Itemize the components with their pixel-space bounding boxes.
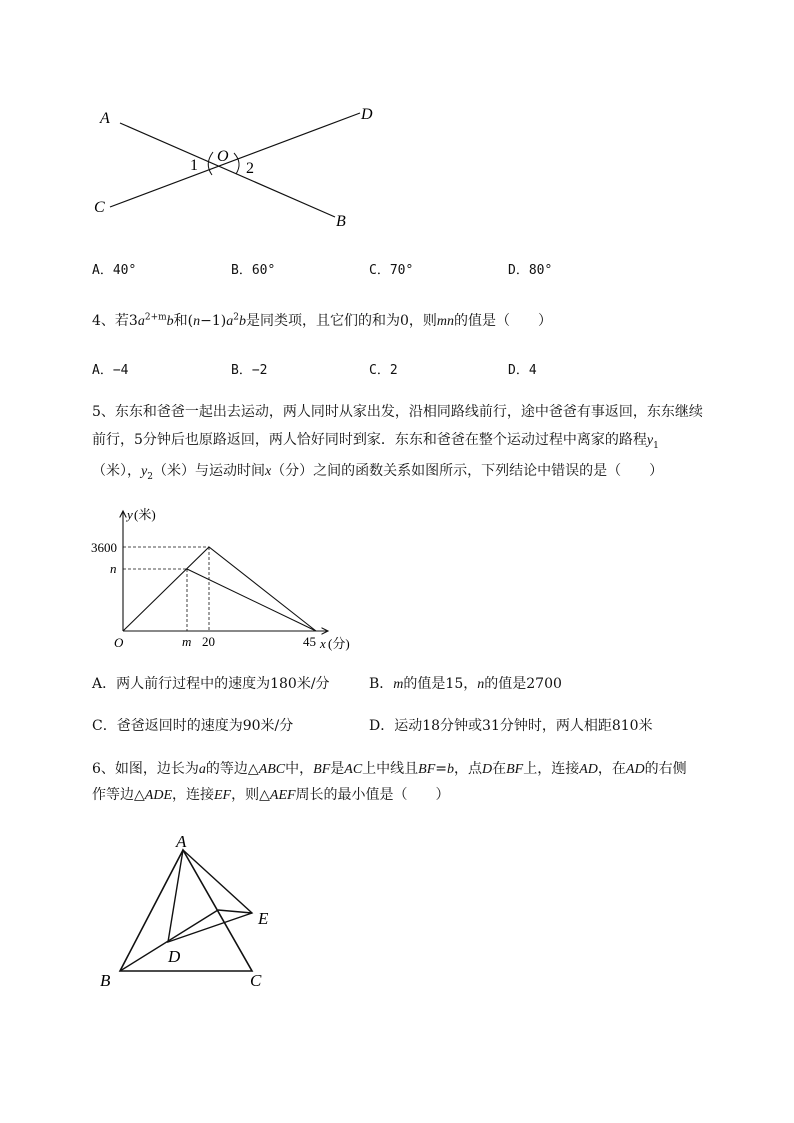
q5-line-3-a: （米）， [92,463,141,479]
q3-option-a: A．40° [92,263,137,278]
triangle-abc [120,850,252,971]
tick-m: m [182,634,192,649]
q6-p7: ，点 [454,761,482,777]
q4-option-a: A．−4 [92,363,129,378]
q5-y1-sub: 1 [653,440,659,451]
q3-option-d: D．80° [508,263,553,278]
x-axis-unit: (分) [328,636,350,651]
q4-option-b: B．−2 [231,363,268,378]
q6-bf-3: BF [506,762,524,777]
q6-ac: AC [344,762,363,777]
q5-option-a: A．两人前行过程中的速度为180米/分 [92,676,330,692]
label-c-q6: C [250,971,262,990]
q5-option-b-m: m [393,677,404,692]
y-axis-label [125,507,133,522]
q4-term2-exp: 2 [233,312,239,323]
q4-and: 和 [173,313,188,329]
q6-line-2-p3: ，则△ [231,787,270,803]
segment-ef [218,910,252,913]
tick-n: n [110,561,117,576]
q4-term1-b: b [166,314,174,329]
label-e-q6: E [258,909,269,928]
q5-option-b [369,674,562,695]
q5-y1: y [646,433,654,448]
q4-stem [92,311,552,332]
tick-45: 45 [303,634,316,649]
q6-line-1 [92,759,687,780]
q5-y2: y [141,464,148,479]
q5-y2-sub: 2 [147,471,153,482]
tick-20: 20 [202,634,215,649]
q4-option-c: C．2 [369,363,398,378]
q6-abc: ABC [258,762,286,777]
q5-x-var: x [264,464,272,479]
q3-option-b: B．60° [231,263,276,278]
label-angle-2: 2 [246,160,254,177]
q5-line-3-c: （分）之间的函数关系如图所示，下列结论中错误的是（ ） [271,463,664,479]
q6-p10: ，在 [597,761,626,777]
line-ab [120,123,335,217]
figure-distance-time-graph [88,503,368,658]
q5-option-b-n: n [477,677,485,692]
q4-term1-coef: 3 [128,313,138,329]
q5-line-3-b: （米）与运动时间 [152,463,265,479]
origin-label: O [114,635,124,650]
label-o: O [217,148,229,165]
label-angle-1: 1 [190,157,198,174]
y-axis-var: y [127,507,133,522]
y-axis-unit-text: (米) [134,507,156,522]
q6-line-2-p4: 周长的最小值是（ ） [295,787,450,803]
q5-line-1: 5、东东和爸爸一起出去运动，两人同时从家出发，沿相同路线前行，途中爸爸有事返回，东东继续 [92,404,703,420]
q6-line-2-p2: ，连接 [172,787,214,803]
q4-option-d: D．4 [508,363,537,378]
q6-p2: 的等边△ [205,761,259,777]
q6-p8: 在 [492,761,507,777]
q5-option-b-prefix: B． [369,676,394,692]
line-dongdong [123,547,316,631]
q6-aef: AEF [269,788,296,803]
label-d-q6: D [168,947,181,966]
q3-option-c: C．70° [369,263,414,278]
q5-option-b-mid: 的值是15， [403,676,478,692]
q4-suffix-1: 是同类项，且它们的和为0，则 [245,313,437,329]
q6-b: b [447,762,454,777]
q6-p9: 上，连接 [523,761,580,777]
figure-intersecting-lines [80,95,390,240]
q4-term2-rest: −1) [200,313,227,329]
q4-term2-a: a [226,314,234,329]
figure-equilateral-triangles [90,825,290,995]
line-cd [110,113,360,207]
q6-line-2 [92,785,450,806]
q6-p5: 上中线且 [362,761,419,777]
x-axis-var: x [320,636,326,651]
q6-bf-2: BF [418,762,436,777]
q6-d: D [482,762,493,777]
q5-option-b-suffix: 的值是2700 [484,676,562,692]
q5-option-d: D．运动18分钟或31分钟时，两人相距810米 [369,718,653,734]
q5-line-2-text: 前行，5分钟后也原路返回，两人恰好同时到家．东东和爸爸在整个运动过程中离家的路程 [92,432,647,448]
q6-line-2-p1: 作等边△ [92,787,145,803]
q6-ade: ADE [144,788,172,803]
q6-a: a [198,762,206,777]
label-d: D [361,106,373,123]
label-a: A [100,110,110,127]
q6-ad-2: AD [625,762,645,777]
label-c: C [94,199,105,216]
q4-term2-open: ( [187,313,194,329]
q4-term1-a: a [137,314,145,329]
label-b: B [336,213,346,230]
q6-bf-1: BF [313,762,331,777]
q6-ef: EF [214,788,232,803]
q4-suffix-2: 的值是（ ） [454,313,553,329]
q4-term1-exp: 2+m [144,312,167,323]
q6-p1: 6、如图，边长为 [92,761,199,777]
q4-mn: mn [436,314,455,329]
label-a-q6: A [176,832,187,851]
q6-p3: 中， [285,761,314,777]
q6-p4: 是 [330,761,345,777]
q6-ad-1: AD [579,762,598,777]
q4-term2-n: n [193,314,201,329]
q5-line-3 [92,461,663,482]
line-dad [187,569,316,631]
q6-p11: 的右侧 [644,761,687,777]
label-b-q6: B [100,971,111,990]
q5-option-c: C．爸爸返回时的速度为90米/分 [92,718,294,734]
angle-2-arc [234,153,239,174]
tick-3600: 3600 [91,540,117,555]
q6-p6: = [435,761,447,777]
q4-prefix: 4、若 [92,313,129,329]
q5-line-2 [92,430,659,451]
q4-term2-b: b [238,314,246,329]
